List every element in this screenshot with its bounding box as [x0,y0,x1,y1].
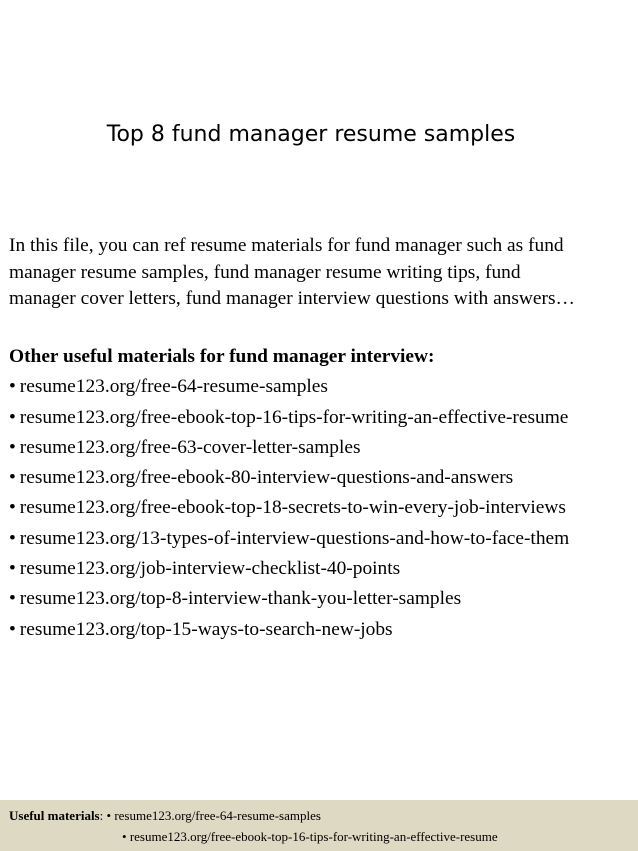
material-link[interactable]: resume123.org/free-63-cover-letter-samples [19,436,361,458]
list-item [9,524,634,554]
footer-bar [0,800,638,851]
footer-row [122,827,498,847]
footer-link[interactable]: resume123.org/free-ebook-top-16-tips-for-writing-an-effective-resume [129,829,498,844]
material-link[interactable]: resume123.org/free-ebook-top-16-tips-for-writing-an-effective-resume [19,406,569,428]
footer-link[interactable]: resume123.org/free-64-resume-samples [114,808,321,823]
bullet-icon: • [9,436,16,458]
material-link[interactable]: resume123.org/job-interview-checklist-40-points [19,558,401,580]
intro-line: In this file, you can ref resume materials for fund manager such as fund [9,235,564,256]
bullet-icon: • [9,527,16,549]
page-title: Top 8 fund manager resume samples [106,122,516,147]
material-link[interactable]: resume123.org/13-types-of-interview-questions-and-how-to-face-them [19,527,570,549]
intro-line: manager cover letters, fund manager interview questions with answers… [9,288,575,309]
materials-link-list [9,372,634,645]
bullet-icon: • [9,376,16,398]
other-materials-heading: Other useful materials for fund manager interview: [9,346,435,367]
list-item [9,372,634,402]
list-item [9,584,634,614]
material-link[interactable]: resume123.org/free-ebook-80-interview-questions-and-answers [19,467,514,489]
bullet-icon: • [9,588,16,610]
bullet-icon: • [9,497,16,519]
bullet-icon: • [9,467,16,489]
material-link[interactable]: resume123.org/top-15-ways-to-search-new-jobs [19,618,393,640]
footer-separator: : [99,808,104,823]
footer-label: Useful materials [9,808,100,823]
list-item [9,403,634,433]
list-item [9,433,634,463]
list-item [9,463,634,493]
bullet-icon: • [9,558,16,580]
intro-line: manager resume samples, fund manager resume writing tips, fund [9,261,521,283]
intro-paragraph [9,233,634,313]
material-link[interactable]: resume123.org/free-ebook-top-18-secrets-to-win-every-job-interviews [19,497,566,519]
bullet-icon: • [9,406,16,428]
bullet-icon: • [9,618,16,640]
footer-row [9,806,321,826]
material-link[interactable]: resume123.org/free-64-resume-samples [19,376,328,398]
list-item [9,493,634,523]
list-item [9,615,634,645]
material-link[interactable]: resume123.org/top-8-interview-thank-you-letter-samples [19,588,462,610]
bullet-icon: • [106,808,112,823]
bullet-icon: • [122,829,127,844]
list-item [9,554,634,584]
other-materials-section [9,342,634,645]
